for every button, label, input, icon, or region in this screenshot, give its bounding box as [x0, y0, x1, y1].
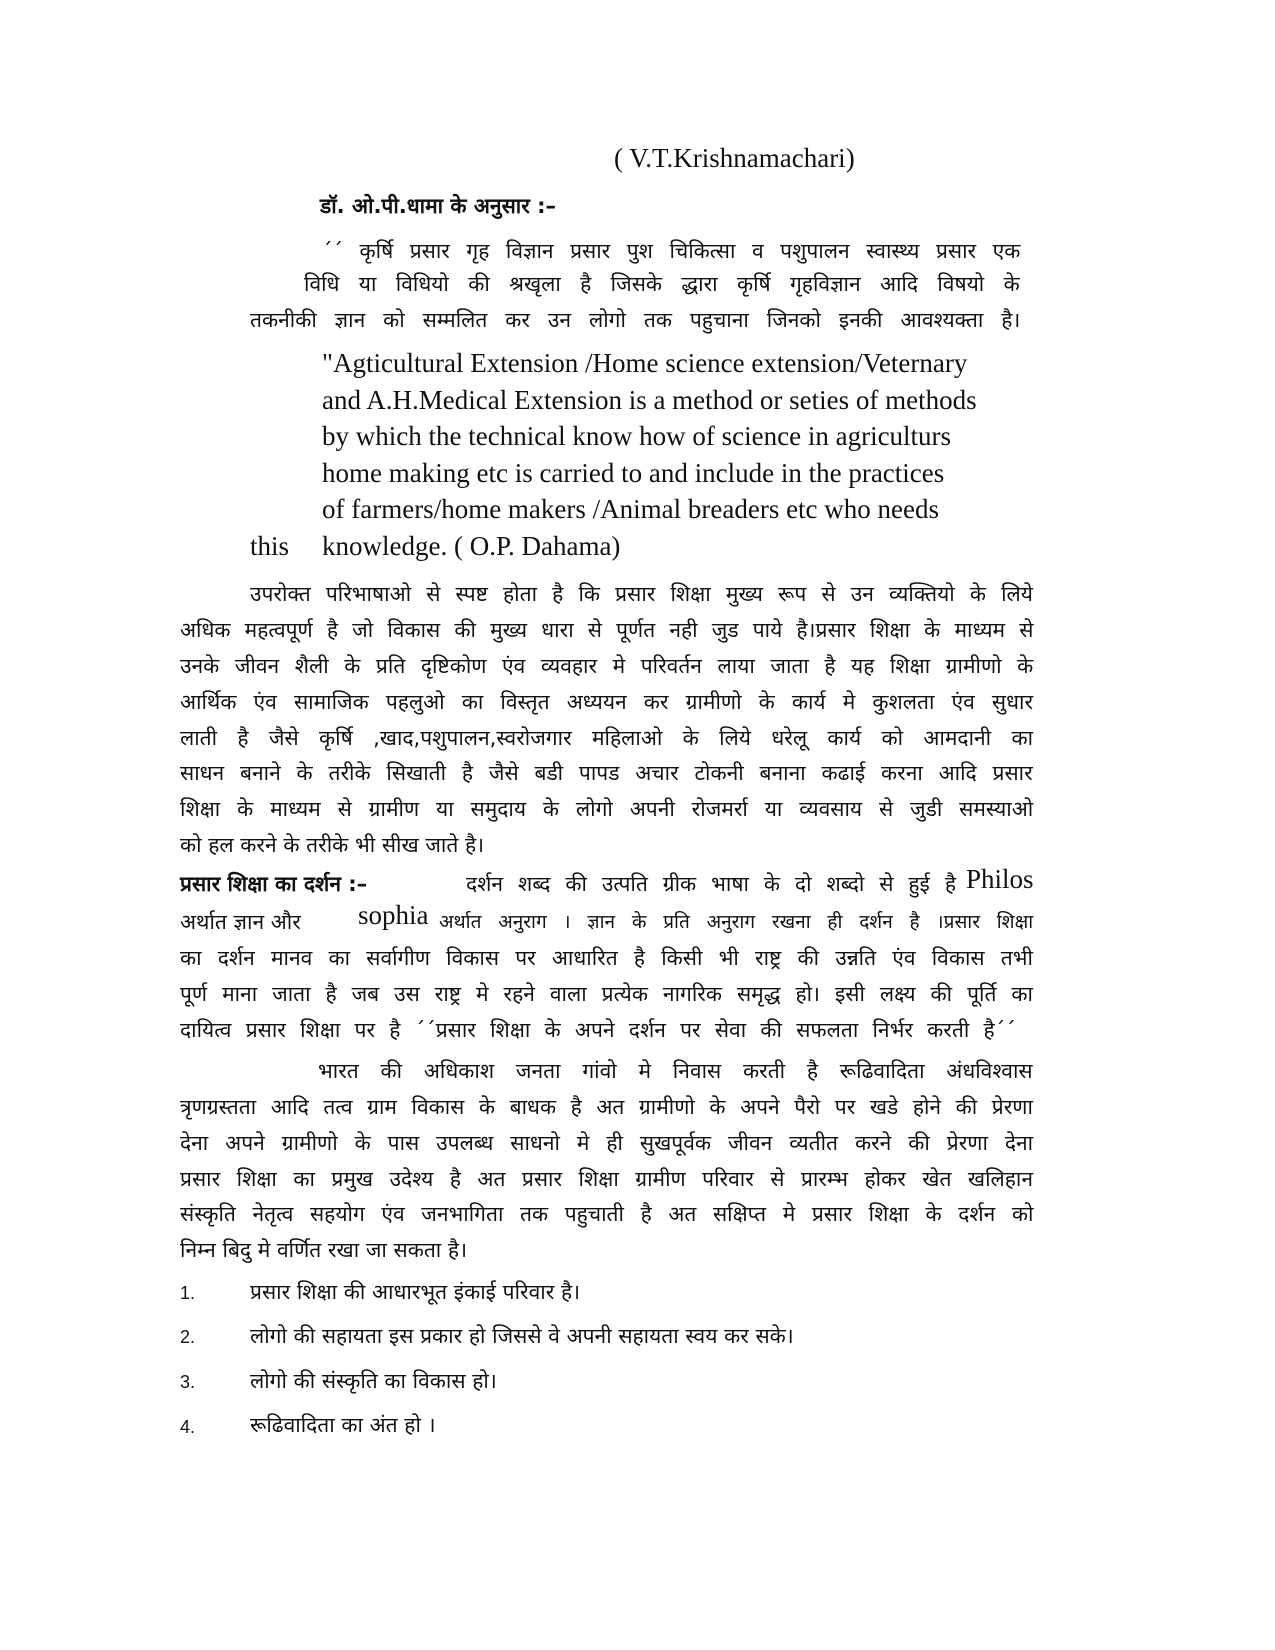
list-item: प्रसार शिक्षा की आधारभूत इंकाई परिवार है। — [250, 1280, 581, 1304]
word-philos: Philos — [966, 864, 1034, 894]
paragraph-3-line: प्रसार शिक्षा का प्रमुख उदेश्य है अत प्रसार शिक्षा ग्रामीण परिवार से प्रारम्भ होकर खेत खलिहान — [180, 1167, 1033, 1191]
paragraph-2-line: का दर्शन मानव का सर्वागीण विकास पर आधारित है किसी भी राष्ट्र की उन्नति एंव विकास तभी — [180, 946, 1033, 970]
paragraph-2-line2b: अर्थात अनुराग । ज्ञान के प्रति अनुराग रखना ही दर्शन है ।प्रसार शिक्षा — [439, 911, 1034, 933]
paragraph-3-line: संस्कृति नेतृत्व सहयोग एंव जनभागिता तक पहुचाती है अत सक्षिप्त मे प्रसार शिक्षा के दर्शन को — [180, 1202, 1034, 1226]
definition-hindi-line: तकनीकी ज्ञान को सम्मलित कर उन लोगो तक पहुचाना जिनको इनकी आवश्यक्ता है। — [250, 308, 1021, 332]
paragraph-1-line: शिक्षा के माध्यम से ग्रामीण या समुदाय के लोगो अपनी रोजमर्रा या व्यवसाय से जुडी समस्याओ — [180, 797, 1034, 821]
attribution-krishnamachari: ( V.T.Krishnamachari) — [614, 143, 855, 173]
word-sophia: sophia — [358, 900, 429, 930]
paragraph-1-line: साधन बनाने के तरीके सिखाती है जैसे बडी पापड अचार टोकनी बनाना कढाई करना आदि प्रसार — [180, 761, 1033, 785]
definition-english-line: of farmers/home makers /Animal breaders etc who needs — [322, 494, 940, 524]
list-item: लोगो की सहायता इस प्रकार हो जिससे वे अपनी सहायता स्वय कर सके। — [250, 1324, 794, 1348]
paragraph-3-line: त्रृणग्रस्तता आदि तत्व ग्राम विकास के बाधक है अत ग्रामीणो के अपने पैरो पर खडे होने की प्रेरणा — [180, 1095, 1033, 1119]
paragraph-1-line: अधिक महत्वपूर्ण है जो विकास की मुख्य धारा से पूर्णत नही जुड पाये है।प्रसार शिक्षा के माध्यम से — [180, 618, 1034, 642]
heading-darshan: प्रसार शिक्षा का दर्शन :– — [180, 872, 368, 896]
list-number: 3. — [180, 1372, 196, 1392]
heading-dhama: डॉ. ओ.पी.धामा के अनुसार :– — [320, 194, 557, 218]
paragraph-2-line1: दर्शन शब्द की उत्पति ग्रीक भाषा के दो शब्दो से हुई है — [466, 872, 956, 896]
paragraph-2-line: दायित्व प्रसार शिक्षा पर है ´´प्रसार शिक्षा के अपने दर्शन पर सेवा की सफलता निर्भर करती है´´ — [180, 1018, 1016, 1042]
definition-english-line: "Agticultural Extension /Home science extension/Veternary — [322, 348, 968, 378]
list-number: 1. — [180, 1283, 196, 1303]
definition-english-this: this — [250, 531, 290, 561]
paragraph-2-line2a: अर्थात ज्ञान और — [180, 910, 301, 934]
list-number: 4. — [180, 1417, 196, 1437]
definition-hindi-line: विधि या विधियो की श्रखृला है जिसके द्धारा कृर्षि गृहविज्ञान आदि विषयो के — [304, 272, 1020, 296]
list-item: लोगो की संस्कृति का विकास हो। — [250, 1369, 497, 1393]
paragraph-3-line: भारत की अधिकाश जनता गांवो मे निवास करती है रूढिवादिता अंधविश्वास — [318, 1059, 1033, 1083]
paragraph-1-line: लाती है जैसे कृर्षि ,खाद,पशुपालन,स्वरोजगार महिलाओ के लिये धरेलू कार्य को आमदानी का — [180, 726, 1034, 750]
paragraph-1-line: आर्थिक एंव सामाजिक पहलुओ का विस्तृत अध्ययन कर ग्रामीणो के कार्य मे कुशलता एंव सुधार — [180, 690, 1034, 714]
list-item: रूढिवादिता का अंत हो । — [250, 1413, 436, 1437]
paragraph-3-line: निम्न बिदु मे वर्णित रखा जा सकता है। — [180, 1238, 468, 1262]
paragraph-1-line: उनके जीवन शैली के प्रति दृष्टिकोण एंव व्यवहार मे परिवर्तन लाया जाता है यह शिक्षा ग्रामीणो के — [180, 654, 1034, 678]
definition-english-line: knowledge. ( O.P. Dahama) — [322, 531, 621, 561]
paragraph-2-line: पूर्ण माना जाता है जब उस राष्ट्र मे रहने वाला प्रत्येक नागरिक समृद्ध हो। इसी लक्ष्य की पूर्ति का — [180, 982, 1033, 1006]
definition-hindi-line: ´´ कृर्षि प्रसार गृह विज्ञान प्रसार पुश चिकित्सा व पशुपालन स्वास्थ्य प्रसार एक — [322, 239, 1021, 263]
list-number: 2. — [180, 1327, 196, 1347]
paragraph-1-line: को हल करने के तरीके भी सीख जाते है। — [180, 833, 485, 857]
definition-english-line: by which the technical know how of science in agriculturs — [322, 421, 952, 451]
paragraph-1-line: उपरोक्त परिभाषाओ से स्पष्ट होता है कि प्रसार शिक्षा मुख्य रूप से उन व्यक्तियो के लिये — [250, 582, 1033, 606]
paragraph-3-line: देना अपने ग्रामीणो के पास उपलब्ध साधनो मे ही सुखपूर्वक जीवन व्यतीत करने की प्रेरणा देना — [180, 1131, 1034, 1155]
definition-english-line: and A.H.Medical Extension is a method or seties of methods — [322, 385, 977, 415]
definition-english-line: home making etc is carried to and include in the practices — [322, 458, 945, 488]
